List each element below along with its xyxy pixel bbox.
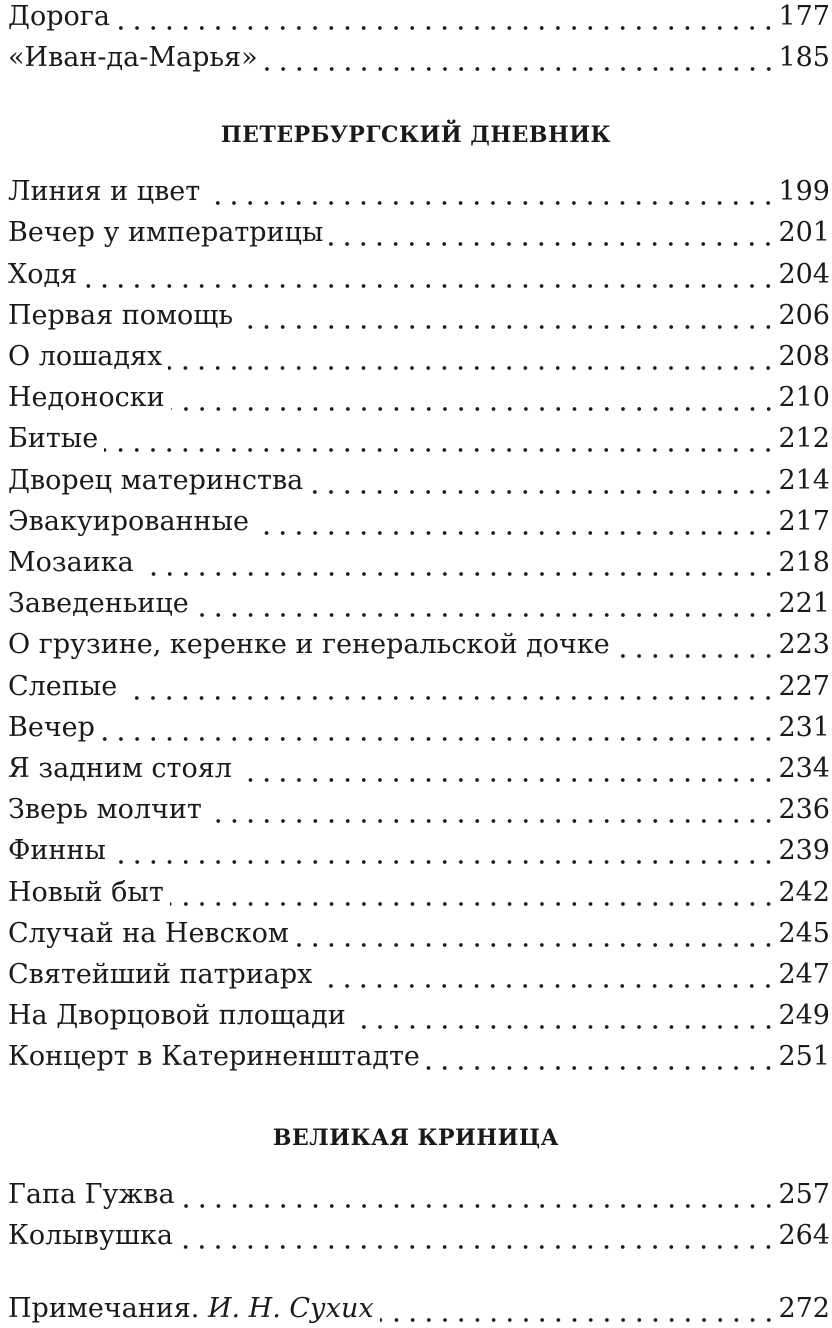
toc-entry-title: Дорога [8,0,116,34]
toc-notes-author: И. Н. Сухих [207,1293,374,1324]
toc-entry [8,666,830,704]
toc-leader-dots [195,587,777,621]
toc-leader-dots [380,1292,777,1326]
toc-entry-page: 210 [778,382,830,413]
toc-leader-dots [140,546,777,580]
toc-entry-title: Концерт в Катериненштадте [8,1040,426,1074]
toc-entry [8,1174,830,1212]
toc-entry-page: 234 [778,753,830,784]
toc-leader-dots [239,299,776,333]
section-heading: ВЕЛИКАЯ КРИНИЦА [272,1125,560,1151]
toc-entry-page: 257 [778,1179,830,1210]
toc-entry [8,460,830,498]
toc-leader-dots [181,1178,777,1212]
toc-entry-title: Эвакуированные [8,505,255,539]
toc-leader-dots [171,381,777,415]
toc-entry [8,336,830,374]
toc-entry-page: 199 [778,176,830,207]
toc-leader-dots [208,793,777,827]
toc-entry [8,624,830,662]
toc-entry [8,830,830,868]
toc-entry-page: 214 [778,465,830,496]
toc-leader-dots [206,175,776,209]
toc-notes-entry [8,1288,830,1326]
toc-entry-page: 251 [778,1041,830,1072]
toc-entry-page: 223 [778,629,830,660]
toc-entry-title: Битые [8,422,104,456]
toc-entry-page: 206 [778,300,830,331]
toc-entry-title: О грузине, керенке и генеральской дочке [8,628,616,662]
toc-leader-dots [255,505,776,539]
toc-entry-title: Финны [8,834,112,868]
toc-entry-page: 264 [778,1220,830,1251]
toc-entry-title: На Дворцовой площади [8,999,352,1033]
toc-entry-page: 227 [778,671,830,702]
toc-leader-dots [168,340,776,374]
toc-entry [8,377,830,415]
toc-leader-dots [309,464,776,498]
toc-entry-title: Святейший патриарх [8,958,318,992]
toc-leader-dots [426,1040,777,1074]
toc-entry-title: Заведеньице [8,587,195,621]
toc-entry [8,789,830,827]
toc-entry [8,995,830,1033]
toc-entry-page: 247 [778,959,830,990]
toc-leader-dots [318,958,776,992]
toc-entry-title: Дворец материнства [8,464,309,498]
toc-entry-page: 201 [778,217,830,248]
toc-leader-dots [170,876,777,910]
toc-leader-dots [329,216,776,250]
toc-entry [8,542,830,580]
toc-entry-page: 245 [778,918,830,949]
toc-entry [8,1036,830,1074]
toc-leader-dots [123,670,776,704]
toc-entry-title: «Иван-да-Марья» [8,41,264,75]
toc-entry [8,1215,830,1253]
toc-entry-title: Гапа Гужва [8,1178,181,1212]
toc-entry-title: Линия и цвет [8,175,206,209]
toc-entry-page: 177 [778,1,830,32]
toc-entry [8,707,830,745]
toc-entry-title: Вечер [8,711,101,745]
toc-entry-title: Вечер у императрицы [8,216,329,250]
toc-entry-page: 239 [778,835,830,866]
toc-leader-dots [238,752,777,786]
toc-leader-dots [101,711,777,745]
toc-entry [8,295,830,333]
toc-entry [8,171,830,209]
toc-entry-title: Случай на Невском [8,917,295,951]
toc-entry-title: Зверь молчит [8,793,208,827]
toc-entry-title: Первая помощь [8,299,239,333]
toc-entry-title: Колывушка [8,1219,179,1253]
toc-entry [8,872,830,910]
toc-entry-page: 249 [778,1000,830,1031]
toc-entry [8,37,830,75]
toc-entry-page: 212 [778,423,830,454]
toc-entry-page: 208 [778,341,830,372]
toc-entry-page: 231 [778,712,830,743]
toc-notes-title-group [8,1292,380,1326]
toc-entry [8,212,830,250]
toc-leader-dots [104,422,776,456]
toc-entry-title: Слепые [8,670,123,704]
toc-entry-title: О лошадях [8,340,168,374]
toc-leader-dots [179,1219,777,1253]
toc-leader-dots [83,258,776,292]
toc-entry [8,0,830,34]
toc-entry [8,748,830,786]
toc-entry-page: 236 [778,794,830,825]
toc-entry-page: 221 [778,588,830,619]
toc-entry-title: Мозаика [8,546,140,580]
toc-entry [8,418,830,456]
toc-leader-dots [352,999,777,1033]
toc-entry-page: 204 [778,259,830,290]
toc-entry-title: Ходя [8,258,83,292]
toc-entry-page: 217 [778,506,830,537]
toc-leader-dots [264,41,777,75]
toc-entry-page: 218 [778,547,830,578]
toc-leader-dots [295,917,777,951]
toc-entry-page: 272 [778,1293,830,1324]
toc-entry-title: Новый быт [8,876,170,910]
toc-entry [8,954,830,992]
toc-leader-dots [112,834,777,868]
toc-entry [8,583,830,621]
toc-leader-dots [116,0,776,34]
toc-entry [8,913,830,951]
section-heading: ПЕТЕРБУРГСКИЙ ДНЕВНИК [220,122,612,148]
toc-entry [8,254,830,292]
toc-entry-title: Я задним стоял [8,752,238,786]
toc-entry [8,501,830,539]
toc-entry-title: Недоноски [8,381,171,415]
toc-entry-page: 242 [778,877,830,908]
toc-leader-dots [616,628,777,662]
toc-notes-title: Примечания. [8,1293,200,1324]
toc-entry-page: 185 [778,42,830,73]
